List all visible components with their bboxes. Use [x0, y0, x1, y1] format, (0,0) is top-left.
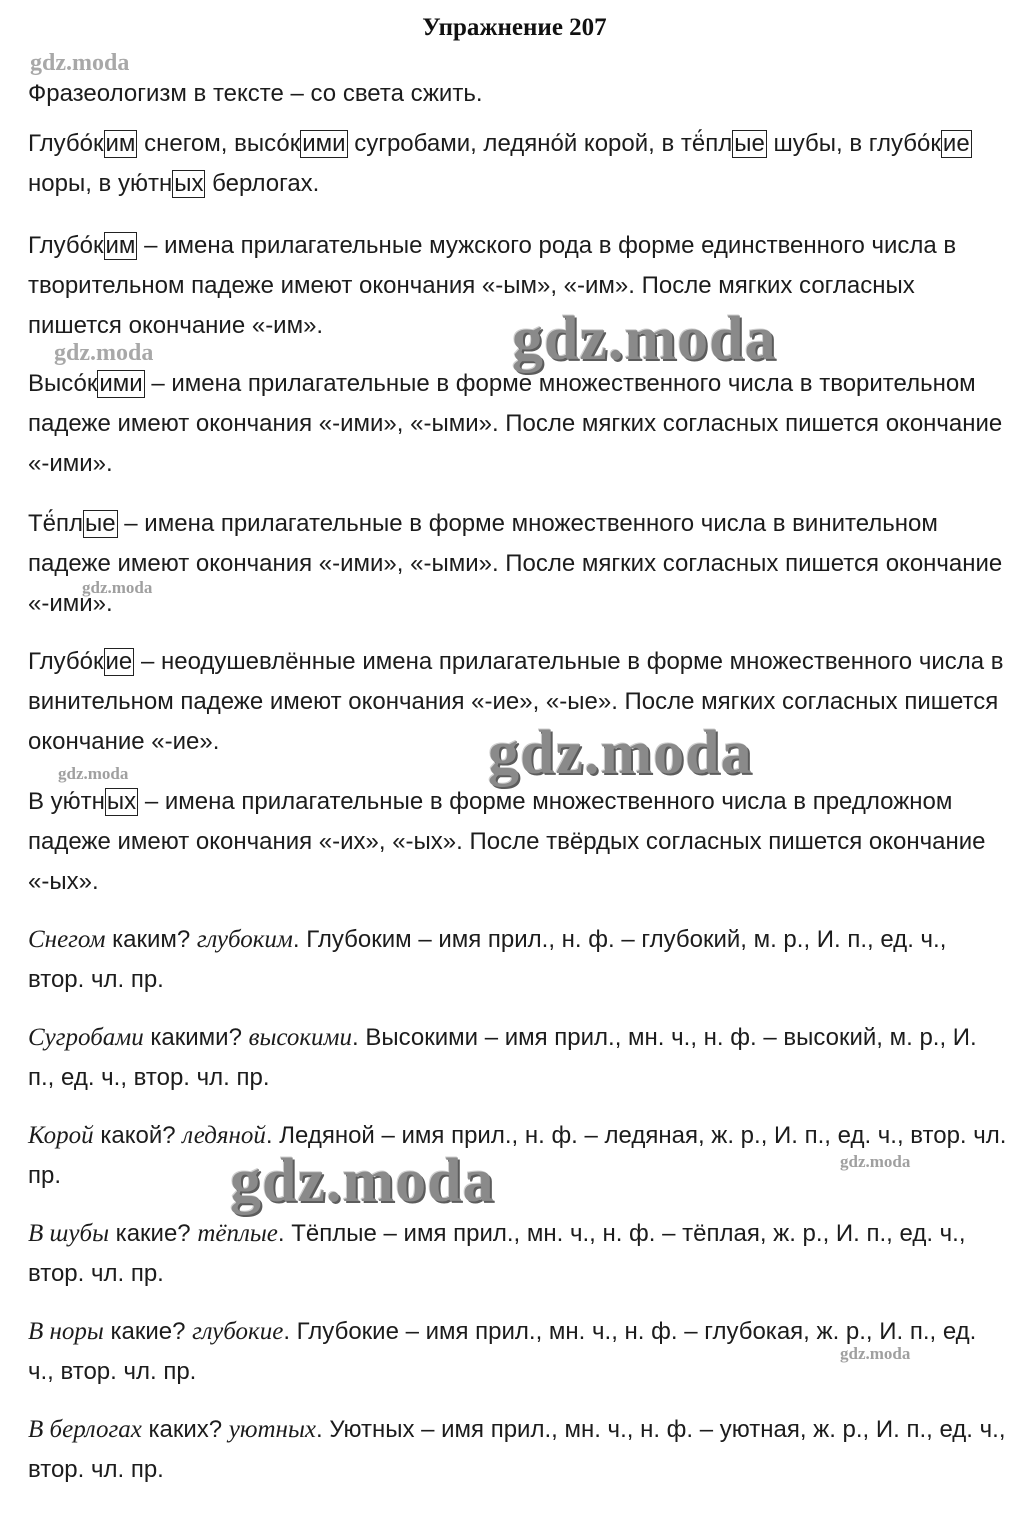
page-title: Упражнение 207	[422, 14, 607, 41]
ending-box: ые	[734, 130, 765, 157]
analysis-paragraph: В берлогах каких? уютных. Уютных – имя прил., мн. ч., н. ф. – уютная, ж. р., И. п., ед. ч., втор. чл. пр.	[28, 1416, 1006, 1483]
watermark: gdz.moda	[840, 1152, 911, 1171]
analysis-paragraph: Снегом каким? глубоким. Глубоким – имя прил., н. ф. – глубокий, м. р., И. п., ед. ч., втор. чл. пр.	[28, 926, 947, 993]
explanation-paragraph: Глубо́ким – имена прилагательные мужского рода в форме единственного числа в творительном падеже имеют окончания «-ым», «-им». После мягких согласных пишется окончание «-им».	[28, 232, 957, 339]
watermark: gdz.moda	[512, 305, 777, 373]
explanation-paragraph: Глубо́кие – неодушевлённые имена прилагательные в форме множественного числа в винительном падеже имеют окончания «-ие», «-ые». После мягких согласных пишется окончание «-ие».	[28, 648, 1004, 755]
watermark: gdz.moda	[82, 578, 153, 597]
explanation-paragraph: Высо́кими – имена прилагательные в форме множественного числа в творительном падеже имеют окончания «-ими», «-ыми». После мягких согласных пишется окончание «-ими».	[28, 370, 1003, 477]
watermark: gdz.moda	[230, 1147, 495, 1215]
explanation-paragraph: Тё́плые – имена прилагательные в форме множественного числа в винительном падеже имеют окончания «-ими», «-ыми». После мягких согласных пишется окончание «-ими».	[28, 510, 1003, 617]
ending-box: ие	[942, 130, 970, 157]
watermark: gdz.moda	[840, 1344, 911, 1363]
ending-box: ых	[106, 788, 137, 815]
intro-paragraph: Фразеологизм в тексте – со света сжить.	[28, 80, 483, 107]
ending-box: ие	[105, 648, 133, 675]
analysis-paragraph: Корой какой? ледяной. Ледяной – имя прил., н. ф. – ледяная, ж. р., И. п., ед. ч., втор. чл. пр.	[28, 1122, 1007, 1189]
analysis-paragraph: Сугробами какими? высокими. Высокими – имя прил., мн. ч., н. ф. – высокий, м. р., И. п., ед. ч., втор. чл. пр.	[28, 1024, 977, 1091]
explanation-paragraph: В ую́тных – имена прилагательные в форме множественного числа в предложном падеже имеют окончания «-их», «-ых». После твёрдых согласных пишется окончание «-ых».	[28, 788, 986, 895]
ending-box: ими	[302, 130, 346, 157]
ending-box: им	[105, 130, 136, 157]
ending-box: ых	[174, 170, 204, 197]
ending-box: ими	[99, 370, 143, 397]
analysis-paragraph: В шубы какие? тёплые. Тёплые – имя прил., мн. ч., н. ф. – тёплая, ж. р., И. п., ед. ч., втор. чл. пр.	[28, 1220, 966, 1287]
source-sentence: Глубо́ким снегом, высо́кими сугробами, ледяно́й корой, в тё́плые шубы, в глубо́кие норы, в ую́тных берлогах.	[28, 130, 970, 197]
watermark: gdz.moda	[488, 719, 753, 787]
watermark: gdz.moda	[54, 340, 154, 366]
watermark: gdz.moda	[30, 50, 130, 76]
analysis-paragraph: В норы какие? глубокие. Глубокие – имя прил., мн. ч., н. ф. – глубокая, ж. р., И. п., ед. ч., втор. чл. пр.	[28, 1318, 977, 1385]
ending-box: ые	[85, 510, 116, 537]
ending-box: им	[105, 232, 136, 259]
watermark: gdz.moda	[58, 764, 129, 783]
